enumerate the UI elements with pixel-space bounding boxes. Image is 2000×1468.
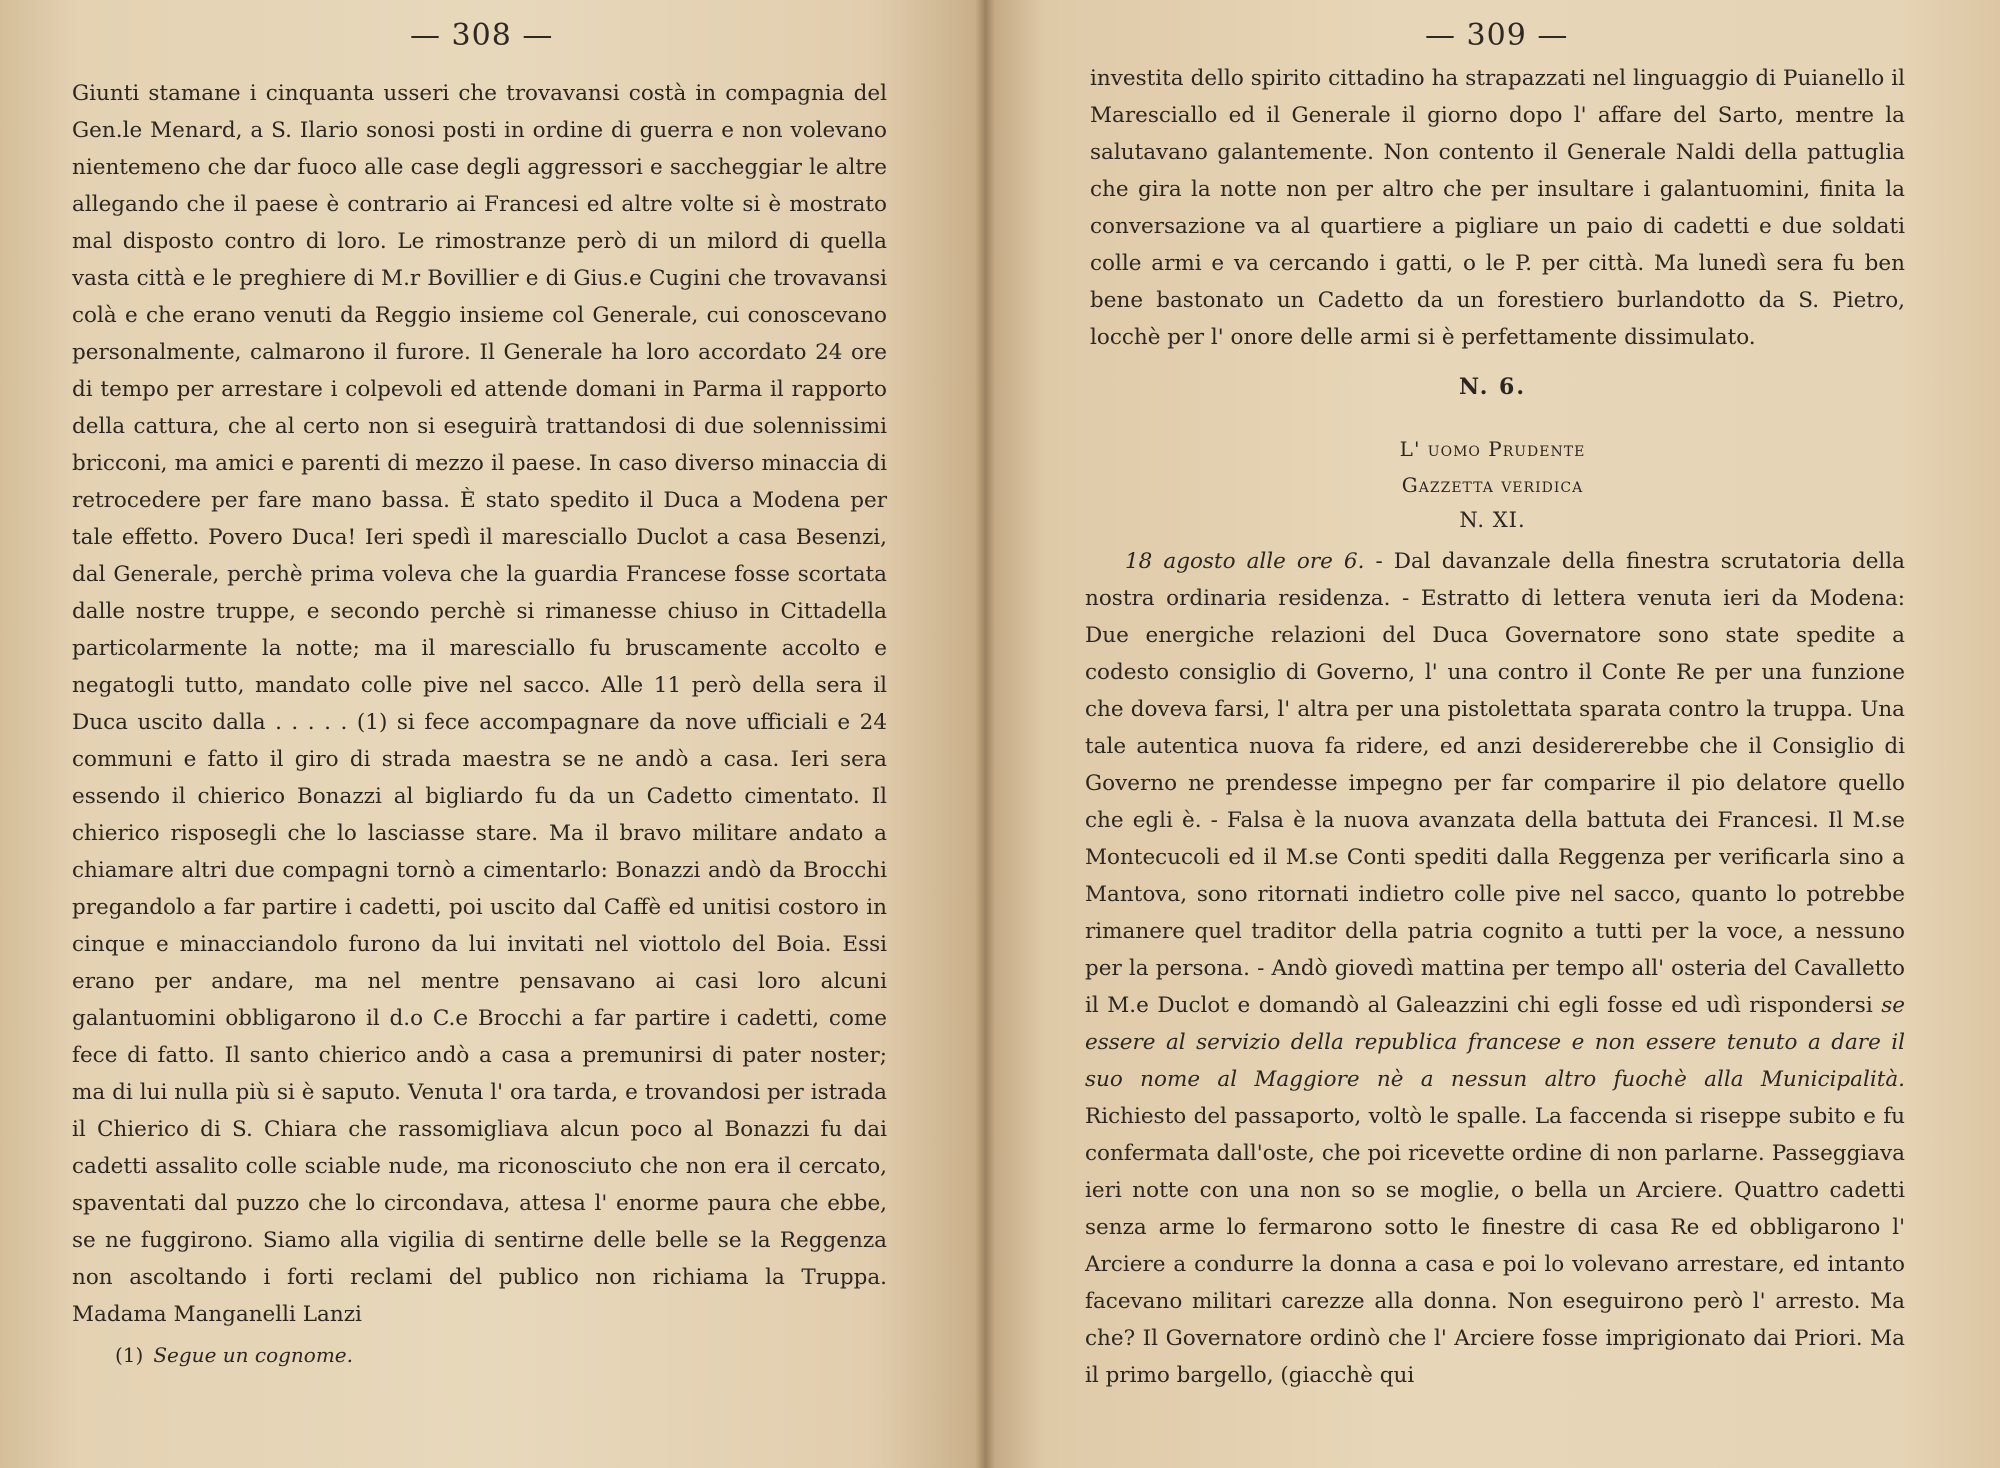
left-page: [0, 0, 985, 1468]
book-gutter: [975, 0, 995, 1468]
gazette-heading-2: Gazzetta veridica: [1401, 473, 1584, 497]
left-footnote: [115, 1343, 353, 1367]
right-page: [985, 0, 2000, 1468]
left-page-number: — 308 —: [410, 18, 554, 53]
right-page-top-body: [1090, 60, 1905, 356]
left-page-body: [72, 75, 887, 1333]
gazette-text-part-1: - Dal davanzale della finestra scrutatoria della nostra ordinaria residenza. - Estratto di lettera venuta ieri da Modena: Due energiche relazioni del Duca Governatore sono state spedite a codesto consiglio di Governo, l' una contro il Conte Re per una funzione che doveva farsi, l' altra per una pistolettata sparata contro la truppa. Una tale autentica nuova fa ridere, ed anzi desidererebbe che il Consiglio di Governo ne prendesse impegno per far comparire il pio delatore quello che egli è. - Falsa è la nuova avanzata della battuta dei Francesi. Il M.se Montecucoli ed il M.se Conti spediti dalla Reggenza per verificarla sino a Mantova, sono ritornati indietro colle pive nel sacco, quanto lo potrebbe rimanere quel traditor della patria cognito a tutti per la voce, a nessuno per la persona. - Andò giovedì mattina per tempo all' osteria del Cavalletto il M.e Duclot e domandò al Galeazzini chi egli fosse ed udì rispondersi: [1085, 549, 1905, 1018]
section-number: N. 6.: [1459, 374, 1526, 400]
gazette-heading-1: L' uomo Prudente: [1399, 437, 1586, 461]
gazette-issue-number: N. XI.: [1459, 508, 1526, 532]
footnote-text: Segue un cognome.: [153, 1343, 354, 1367]
footnote-mark: (1): [115, 1343, 144, 1367]
date-line: 18 agosto alle ore 6.: [1125, 549, 1365, 574]
right-page-bottom-body: [1085, 543, 1905, 1394]
gazette-text-part-2: Richiesto del passaporto, voltò le spalle. La faccenda si riseppe subito e fu confermata dall'oste, che poi ricevette ordine di non parlarne. Passeggiava ieri notte con una non so se moglie, o bella un Arciere. Quattro cadetti senza arme lo fermarono sotto le finestre di casa Re ed obbligarono l' Arciere a condurre la donna a casa e poi lo volevano arrestare, ed intanto facevano militari carezze alla donna. Non eseguirono però l' arresto. Ma che? Il Governatore ordinò che l' Arciere fosse imprigionato dai Priori. Ma il primo bargello, (giacchè qui: [1085, 1104, 1905, 1388]
left-body-paragraph: Giunti stamane i cinquanta usseri che trovavansi costà in compagnia del Gen.le Menard, a S. Ilario sonosi posti in ordine di guerra e non volevano nientemeno che dar fuoco alle case degli aggressori e saccheggiar le altre allegando che il paese è contrario ai Francesi ed altre volte si è mostrato mal disposto contro di loro. Le rimostranze però di un milord di quella vasta città e le preghiere di M.r Bovillier e di Gius.e Cugini che trovavansi colà e che erano venuti da Reggio insieme col Generale, cui conoscevano personalmente, calmarono il furore. Il Generale ha loro accordato 24 ore di tempo per arrestare i colpevoli ed attende domani in Parma il rapporto della cattura, che al certo non si eseguirà trattandosi di due solennissimi bricconi, ma amici e parenti di mezzo il paese. In caso diverso minaccia di retrocedere per fare mano bassa. È stato spedito il Duca a Modena per tale effetto. Povero Duca! Ieri spedì il maresciallo Duclot a casa Besenzi, dal Generale, perchè prima voleva che la guardia Francese fosse scortata dalle nostre truppe, e secondo perchè si rimanesse chiuso in Cittadella particolarmente la notte; ma il maresciallo fu bruscamente accolto e negatogli tutto, mandato colle pive nel sacco. Alle 11 però della sera il Duca uscito dalla . . . . . (1) si fece accompagnare da nove ufficiali e 24 communi e fatto il giro di strada maestra se ne andò a casa. Ieri sera essendo il chierico Bonazzi al bigliardo fu da un Cadetto cimentato. Il chierico risposegli che lo lasciasse stare. Ma il bravo militare andato a chiamare altri due compagni tornò a cimentarlo: Bonazzi andò da Brocchi pregandolo a far partire i cadetti, poi uscito dal Caffè ed unitisi costoro in cinque e minacciandolo furono da lui invitati nel viottolo del Boia. Essi erano per andare, ma nel mentre pensavano ai casi loro alcuni galantuomini obbligarono il d.o C.e Brocchi a far partire i cadetti, come fece di fatto. Il santo chierico andò a casa a premunirsi di pater noster; ma di lui nulla più si è saputo. Venuta l' ora tarda, e trovandosi per istrada il Chierico di S. Chiara che rassomigliava alcun poco al Bonazzi fu dai cadetti assalito colle sciable nude, ma riconosciuto che non era il cercato, spaventati dal puzzo che lo circondava, attesa l' enorme paura che ebbe, se ne fuggirono. Siamo alla vigilia di sentirne delle belle se la Reggenza non ascoltando i forti reclami del publico non richiama la Truppa. Madama Manganelli Lanzi: [72, 81, 887, 1327]
italic-quote: se essere al servizio della republica francese e non essere tenuto a dare il suo nome al Maggiore nè a nessun altro fuochè alla Municipalità.: [1085, 993, 1905, 1092]
gazette-paragraph: [1085, 543, 1905, 1394]
right-page-number: — 309 —: [1425, 18, 1569, 53]
right-top-paragraph: investita dello spirito cittadino ha strapazzati nel linguaggio di Puianello il Maresciallo ed il Generale il giorno dopo l' affare del Sarto, mentre la salutavano galantemente. Non contento il Generale Naldi della pattuglia che gira la notte non per altro che per insultare i galantuomini, finita la conversazione va al quartiere a pigliare un paio di cadetti e due soldati colle armi e va cercando i gatti, o le P. per città. Ma lunedì sera fu ben bene bastonato un Cadetto da un forestiero burlandotto da S. Pietro, locchè per l' onore delle armi si è perfettamente dissimulato.: [1090, 66, 1905, 350]
